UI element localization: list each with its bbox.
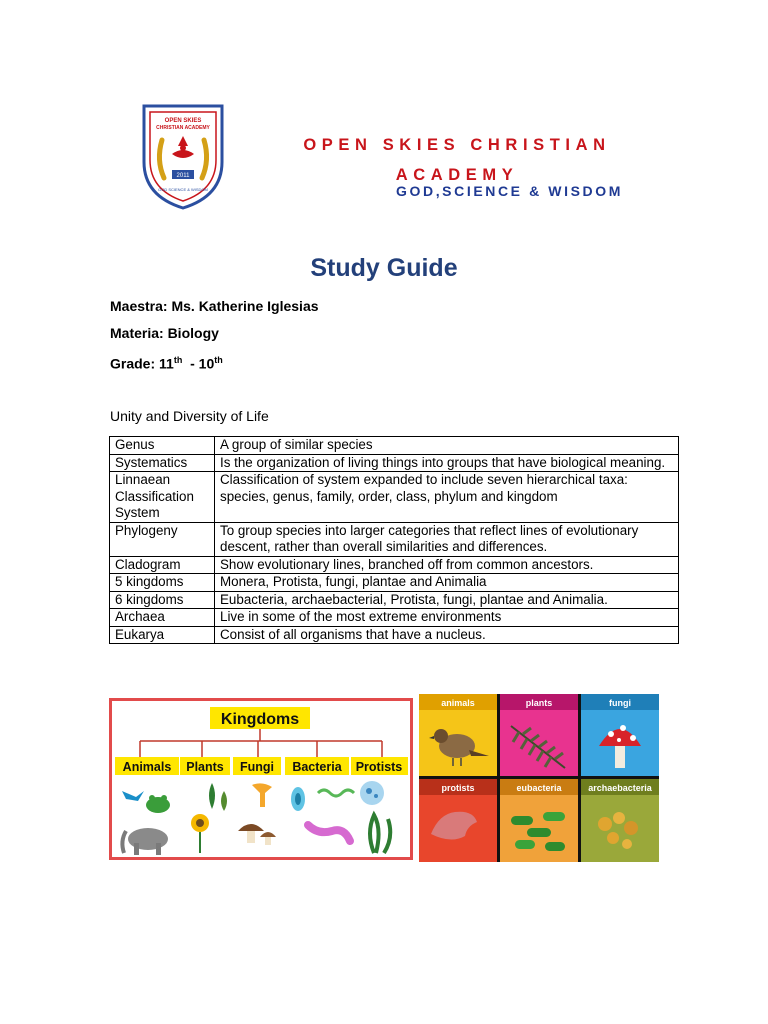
hummingbird-icon	[122, 791, 144, 801]
table-row	[110, 574, 679, 592]
definition-cell: Consist of all organisms that have a nucleus.	[215, 626, 679, 644]
grade-prefix: Grade: 11	[110, 355, 174, 372]
elephant-icon	[122, 828, 168, 855]
school-name-line1: OPEN SKIES CHRISTIAN	[303, 136, 611, 154]
spiral-bacterium-icon	[318, 790, 354, 796]
kingdoms-grid	[419, 694, 659, 862]
table-row	[110, 437, 679, 455]
kingdom-label-animals: Animals	[122, 760, 172, 774]
tile-label-eubacteria: eubacteria	[516, 783, 562, 793]
bacterium-icon	[291, 787, 305, 811]
definition-cell: Eubacteria, archaebacterial, Protista, fungi, plantae and Animalia.	[215, 591, 679, 609]
term-cell: Eukarya	[110, 626, 215, 644]
definition-cell: To group species into larger categories that reflect lines of evolutionary descent, rather than overall similarities and differences.	[215, 522, 679, 556]
definition-cell: Live in some of the most extreme environments	[215, 609, 679, 627]
grade-mid: - 10	[182, 355, 215, 372]
rod-bacterium-icon	[308, 825, 350, 841]
term-cell: 5 kingdoms	[110, 574, 215, 592]
definition-cell: A group of similar species	[215, 437, 679, 455]
kingdom-label-fungi: Fungi	[239, 760, 275, 774]
school-logo	[136, 100, 230, 210]
seaweed-icon	[370, 815, 390, 853]
table-row	[110, 472, 679, 523]
tile-label-archaebacteria: archaebacteria	[588, 783, 652, 793]
definition-cell: Show evolutionary lines, branched off from common ancestors.	[215, 556, 679, 574]
subject-line: Materia: Biology	[110, 325, 219, 341]
term-cell: Cladogram	[110, 556, 215, 574]
kingdoms-grid-svg	[419, 694, 659, 862]
table-row	[110, 626, 679, 644]
definition-cell: Classification of system expanded to include seven hierarchical taxa: species, genus, family, order, class, phylum and kingdom	[215, 472, 679, 523]
table-row	[110, 556, 679, 574]
logo-arc-sub: CHRISTIAN ACADEMY	[156, 125, 210, 131]
term-cell: Phylogeny	[110, 522, 215, 556]
leaf-icon	[209, 783, 227, 811]
school-name-line2: ACADEMY	[395, 166, 519, 184]
definition-cell: Is the organization of living things into groups that have biological meaning.	[215, 454, 679, 472]
term-cell: Genus	[110, 437, 215, 455]
kingdoms-heading: Kingdoms	[220, 711, 300, 728]
page-title: Study Guide	[310, 254, 458, 282]
table-row	[110, 522, 679, 556]
kingdoms-diagram	[109, 698, 413, 860]
kingdom-label-protists: Protists	[355, 760, 403, 774]
table-row	[110, 591, 679, 609]
term-cell: Linnaean Classification System	[110, 472, 215, 523]
logo-motto: GOD SCIENCE & WISDOM	[158, 187, 208, 192]
sunflower-icon	[191, 814, 209, 853]
terms-table	[109, 436, 679, 644]
kingdoms-diagram-svg	[112, 701, 410, 857]
term-cell: 6 kingdoms	[110, 591, 215, 609]
logo-arc-top: OPEN SKIES	[164, 118, 202, 124]
tile-label-fungi: fungi	[609, 698, 631, 708]
amoeba-icon	[360, 781, 384, 805]
mushroom-icon	[238, 824, 276, 845]
grade-sup-2: th	[214, 355, 223, 365]
tile-label-protists: protists	[441, 783, 475, 793]
table-row	[110, 609, 679, 627]
tile-label-animals: animals	[441, 698, 475, 708]
logo-year: 2011	[176, 173, 190, 179]
kingdom-label-bacteria: Bacteria	[292, 760, 342, 774]
table-row	[110, 454, 679, 472]
grade-line	[110, 355, 223, 372]
section-title: Unity and Diversity of Life	[110, 408, 269, 424]
frog-icon	[146, 795, 170, 813]
grade-sup-1: th	[173, 355, 183, 365]
tile-label-plants: plants	[525, 698, 553, 708]
chanterelle-icon	[252, 783, 272, 807]
teacher-line: Maestra: Ms. Katherine Iglesias	[110, 298, 319, 314]
school-name	[262, 130, 652, 190]
school-motto: GOD,SCIENCE & WISDOM	[396, 183, 624, 199]
term-cell: Archaea	[110, 609, 215, 627]
definition-cell: Monera, Protista, fungi, plantae and Animalia	[215, 574, 679, 592]
term-cell: Systematics	[110, 454, 215, 472]
kingdom-label-plants: Plants	[186, 760, 224, 774]
